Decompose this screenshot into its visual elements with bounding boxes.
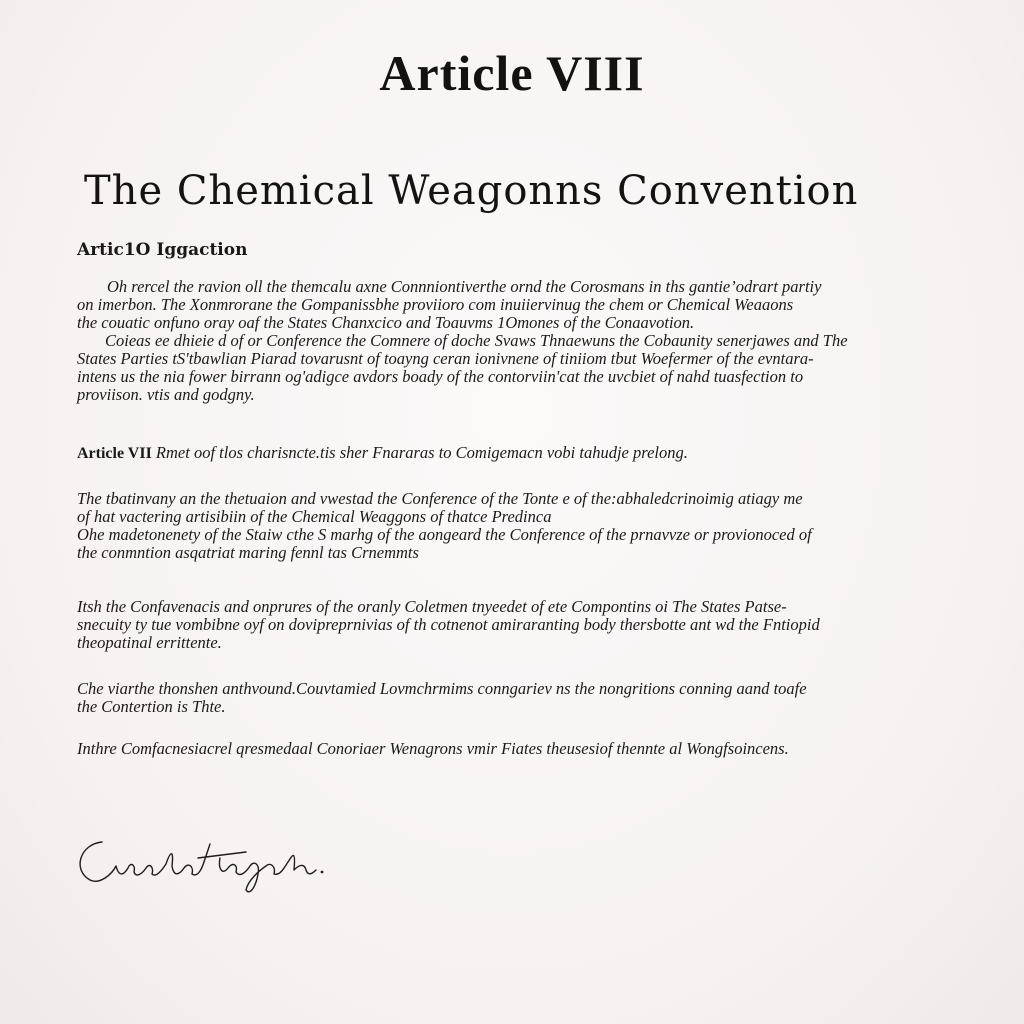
section-2-line [77, 444, 937, 463]
section-heading: Artic1O Iggaction [77, 240, 248, 260]
text-line: Oh rercel the ravion oll the themcalu axne Connniontiverthe ornd the Corosmans in ths gantie’odrart partiy [107, 277, 822, 296]
text-line: The tbatinvany an the thetuaion and vwestad the Conference of the Tonte e of the:abhaledcrinoimig atiagy me [77, 489, 803, 508]
paragraph-4 [77, 680, 937, 716]
text-line: Coieas ee dhieie d of or Conference the Comnere of doche Svaws Thnaewuns the Cobaunity senerjawes and The [105, 331, 848, 350]
text-line: the conmntion asqatriat maring fennl tas Crnemmts [77, 543, 419, 562]
text-line: proviison. vtis and godgny. [77, 385, 255, 404]
text-line: States Parties tS'tbawlian Piarad tovarusnt of toayng ceran ionivnene of tiniiom tbut Woefermer of the evntara- [77, 349, 814, 368]
text-line: on imerbon. The Xonmrorane the Gompanissbhe proviioro com inuiiervinug the chem or Chemical Weaaons [77, 295, 794, 314]
text-line: the couatic onfuno oray oaf the States Chanxcico and Toauvms 1Omones of the Conaavotion. [77, 313, 695, 332]
text-line: intens us the nia fower birrann og'adigce avdors boady of the contorviin'cat the uvcbiet of nahd tuasfection to [77, 367, 804, 386]
paragraph-1 [77, 278, 937, 404]
handwritten-signature [70, 822, 350, 902]
text-line: Ohe madetonenety of the Staiw cthe S marhg of the aongeard the Conference of the prnavvze or provionoced of [77, 525, 812, 544]
text-line: Che viarthe thonshen anthvound.Couvtamied Lovmchrmims conngariev ns the nongritions conning aand toafe [77, 679, 807, 698]
article-heading: Article VIII [379, 45, 645, 101]
document-title: The Chemical Weagonns Convention [84, 168, 859, 214]
text-line: Itsh the Confavenacis and onprures of the oranly Coletmen tnyeedet of ete Compontins oi The States Patse- [77, 597, 787, 616]
paragraph-3 [77, 598, 937, 652]
text-line: the Contertion is Thte. [77, 697, 226, 716]
paragraph-5 [77, 740, 937, 758]
paragraph-2 [77, 490, 937, 562]
text-line: snecuity ty tue vombibne oyf on dovipreprnivias of th cotnenot amiraranting body thersbotte ant wd the Fntiopid [77, 615, 820, 634]
text-line: theopatinal errittente. [77, 633, 222, 652]
section-heading-text: Rmet oof tlos charisncte.tis sher Fnararas to Comigemacn vobi tahudje prelong. [155, 443, 688, 462]
text-line: Inthre Comfacnesiacrel qresmedaal Conoriaer Wenagrons vmir Fiates theusesiof thennte al Wongfsoincens. [77, 739, 789, 758]
text-line: of hat vactering artisibiin of the Chemical Weaggons of thatce Predinca [77, 507, 552, 526]
section-heading-inline: Article VII [77, 445, 152, 462]
